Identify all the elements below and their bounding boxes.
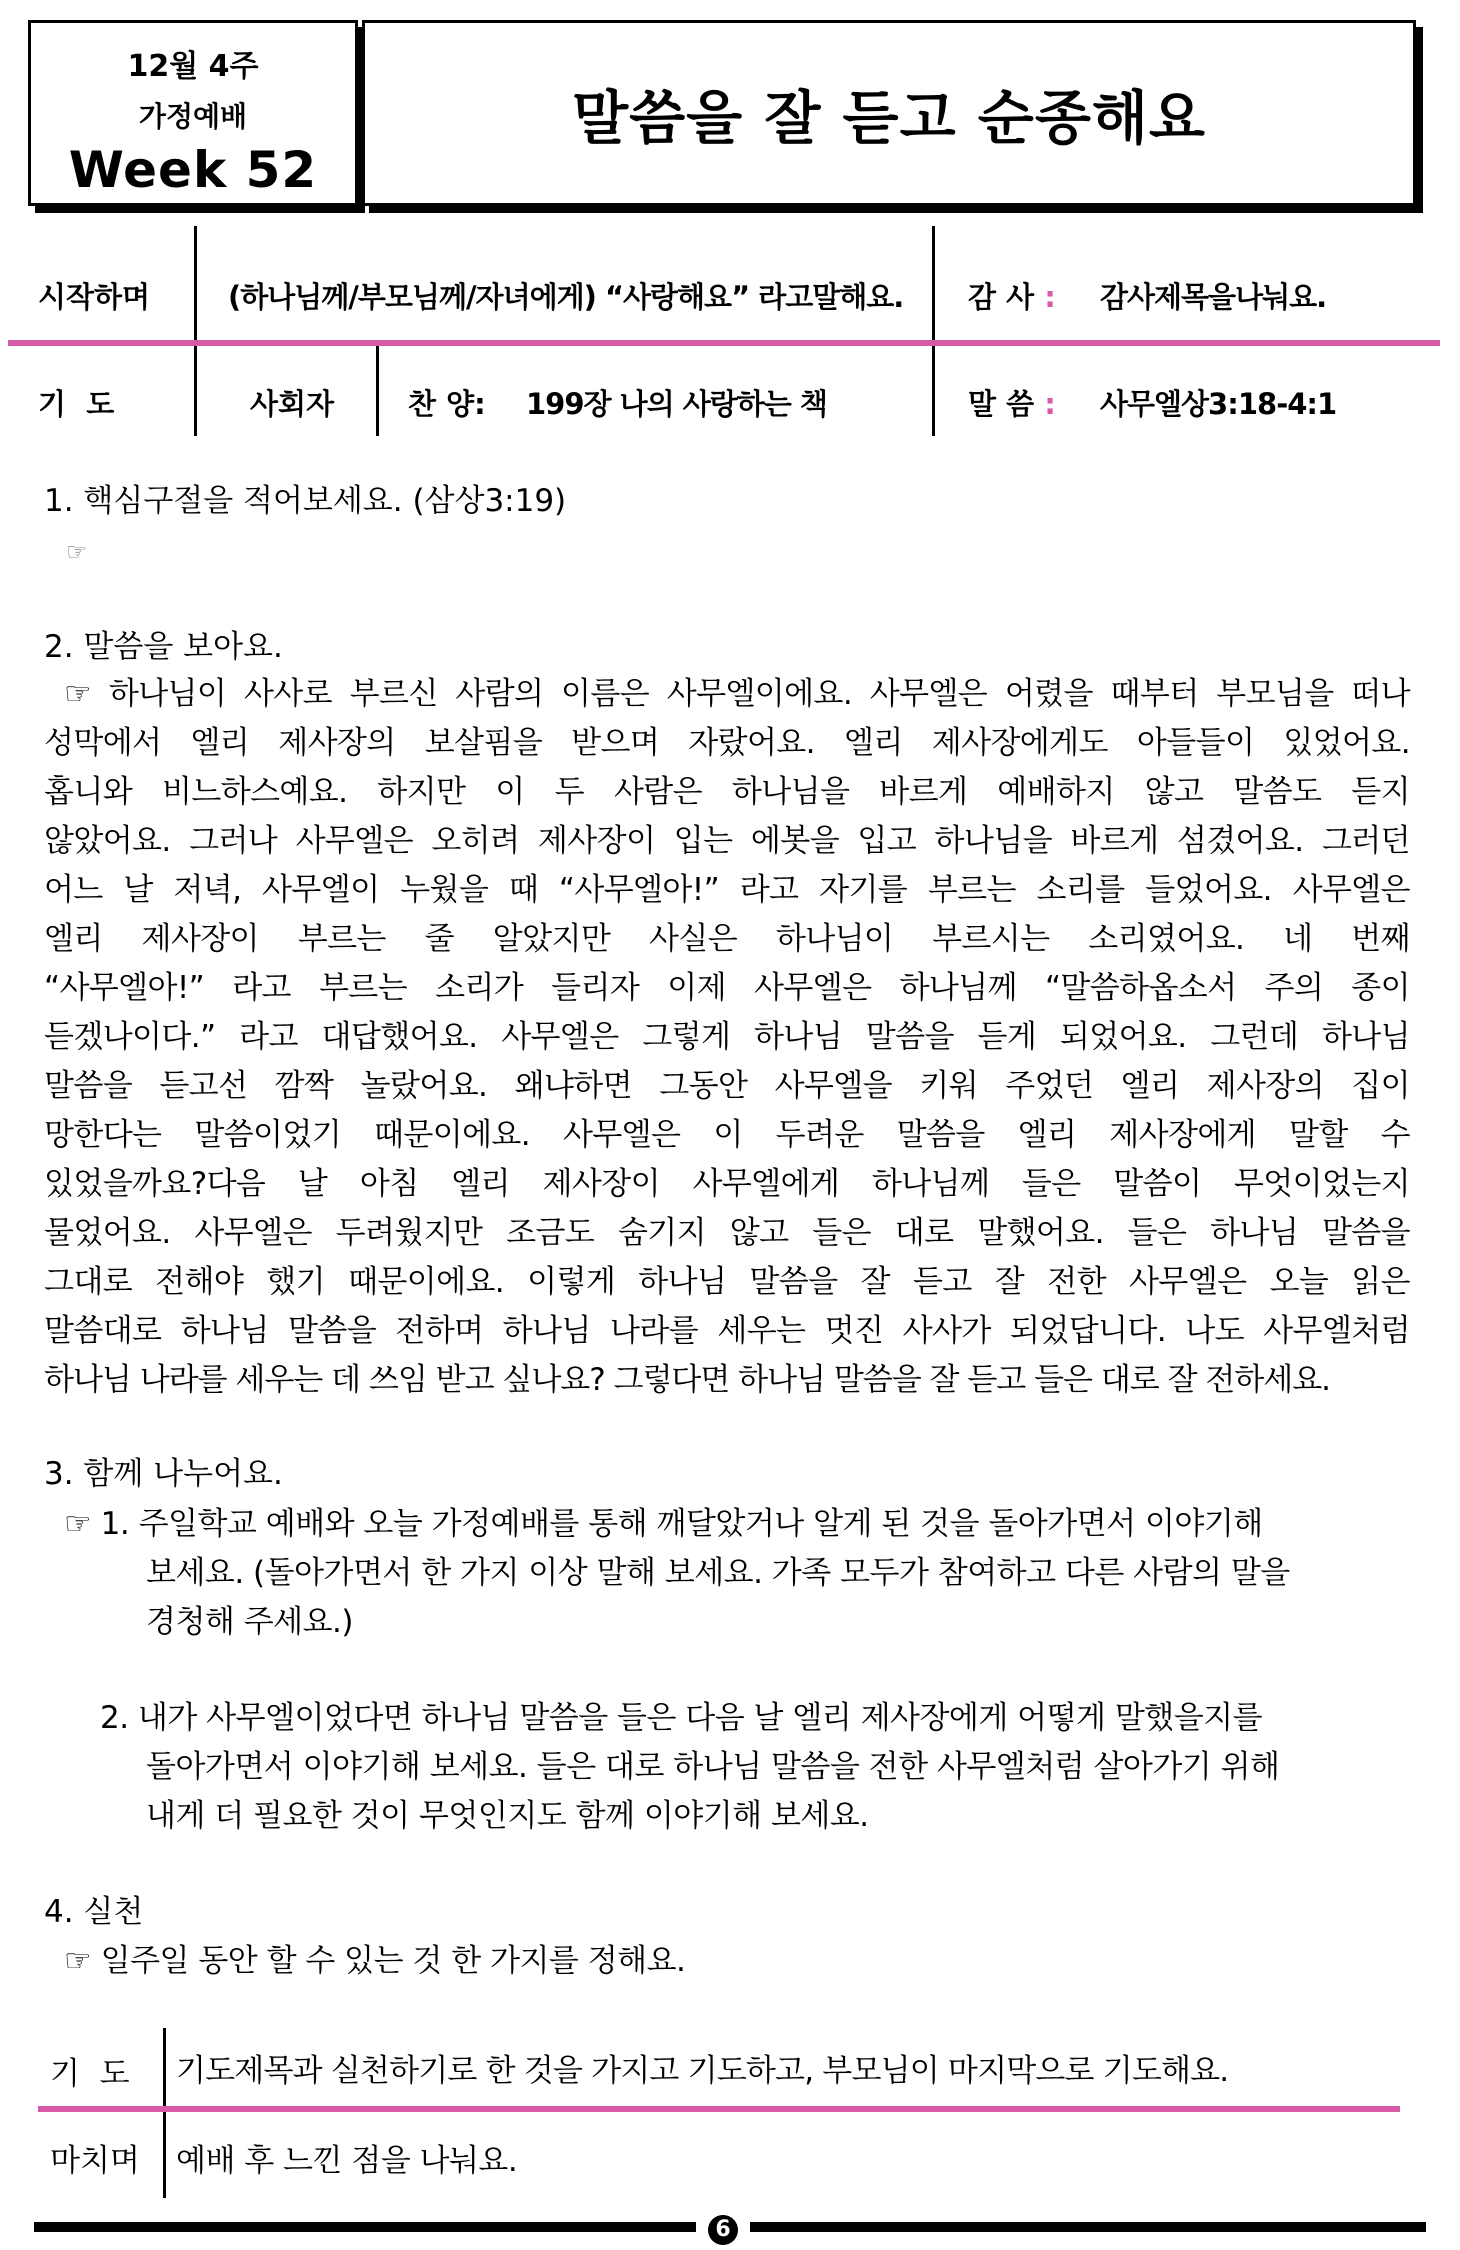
start-label: 시작하며 (38, 280, 151, 314)
title-box (362, 20, 1416, 206)
closing-end-label: 마치며 (50, 2143, 140, 2179)
question-2-line: 돌아가면서 이야기해 보세요. 들은 대로 하나님 말씀을 전한 사무엘처럼 살아가기 위해 (146, 1749, 1280, 1785)
thanks-text: 감사제목을나눠요. (1100, 280, 1327, 314)
hymn-text: 199장 나의 사랑하는 책 (526, 387, 827, 421)
story-line: ☞ 하나님이 사사로 부르신 사람의 이름은 사무엘이에요. 사무엘은 어렸을 때부터 부모님을 떠나 (64, 676, 1410, 712)
story-line: 말씀대로 하나님 말씀을 전하며 하나님 나라를 세우는 멋진 사사가 되었답니다. 나도 사무엘처럼 (44, 1313, 1410, 1349)
section-4-heading: 4. 실천 (44, 1894, 144, 1930)
story-line: 말씀을 듣고선 깜짝 놀랐어요. 왜냐하면 그동안 사무엘을 키워 주었던 엘리 제사장의 집이 (44, 1068, 1410, 1104)
pink-divider (38, 2106, 1400, 2112)
week-box (28, 20, 358, 206)
page-title: 말씀을 잘 듣고 순종해요 (572, 84, 1206, 152)
closing-prayer-label: 기 도 (50, 2056, 130, 2092)
closing-prayer-text: 기도제목과 실천하기로 한 것을 가지고 기도하고, 부모님이 마지막으로 기도해요. (176, 2053, 1229, 2089)
footer-bar-left (34, 2222, 696, 2232)
divider (163, 2028, 166, 2198)
story-line: 홉니와 비느하스예요. 하지만 이 두 사람은 하나님을 바르게 예배하지 않고 말씀도 듣지 (44, 774, 1410, 810)
story-line: 물었어요. 사무엘은 두려웠지만 조금도 숨기지 않고 들은 대로 말했어요. 들은 하나님 말씀을 (44, 1215, 1410, 1251)
story-line: 어느 날 저녁, 사무엘이 누웠을 때 “사무엘아!” 라고 자기를 부르는 소리를 들었어요. 사무엘은 (44, 872, 1410, 908)
story-line: 그대로 전해야 했기 때문이에요. 이렇게 하나님 말씀을 잘 듣고 잘 전한 사무엘은 오늘 읽은 (44, 1264, 1410, 1300)
story-line: 엘리 제사장이 부르는 줄 알았지만 사실은 하나님이 부르시는 소리였어요. 네 번째 (44, 921, 1410, 957)
divider (194, 226, 197, 436)
question-1-line: 보세요. (돌아가면서 한 가지 이상 말해 보세요. 가족 모두가 참여하고 다른 사람의 말을 (146, 1555, 1290, 1591)
divider (376, 346, 379, 436)
week-number: Week 52 (68, 141, 318, 199)
story-line: 망한다는 말씀이었기 때문이에요. 사무엘은 이 두려운 말씀을 엘리 제사장에게 말할 수 (44, 1117, 1410, 1153)
word-label-group (968, 382, 1056, 423)
footer-bar-right (750, 2222, 1426, 2232)
practice-text: ☞ 일주일 동안 할 수 있는 것 한 가지를 정해요. (64, 1943, 686, 1979)
word-colon: : (1044, 387, 1056, 421)
story-line: 하나님 나라를 세우는 데 쓰임 받고 싶나요? 그렇다면 하나님 말씀을 잘 듣고 들은 대로 잘 전하세요. (44, 1362, 1331, 1398)
section-2-heading: 2. 말씀을 보아요. (44, 629, 283, 665)
leader-label: 사회자 (250, 387, 335, 421)
page-number: 6 (708, 2215, 738, 2245)
question-1-line: ☞ 1. 주일학교 예배와 오늘 가정예배를 통해 깨달았거나 알게 된 것을 돌아가면서 이야기해 (64, 1506, 1263, 1542)
prayer-label: 기 도 (38, 387, 115, 421)
section-1-heading: 1. 핵심구절을 적어보세요. (삼상3:19) (44, 483, 567, 519)
worship-type: 가정예배 (138, 100, 248, 133)
start-text: (하나님께/부모님께/자녀에게) “사랑해요” 라고말해요. (228, 280, 904, 314)
story-line: 듣겠나이다.” 라고 대답했어요. 사무엘은 그렇게 하나님 말씀을 듣게 되었어요. 그런데 하나님 (44, 1019, 1410, 1055)
story-line: 성막에서 엘리 제사장의 보살핌을 받으며 자랐어요. 엘리 제사장에게도 아들들이 있었어요. (44, 725, 1410, 761)
word-text: 사무엘상3:18-4:1 (1100, 387, 1337, 421)
hymn-label: 찬 양: (408, 387, 486, 421)
pink-divider (8, 340, 1440, 346)
thanks-label: 감 사 (968, 280, 1035, 314)
pointer-icon: ☞ (66, 538, 88, 566)
thanks-colon: : (1044, 280, 1056, 314)
section-2-body (44, 670, 1410, 1405)
thanks-label-group (968, 275, 1056, 316)
question-1-line: 경청해 주세요.) (146, 1604, 353, 1640)
word-label: 말 씀 (968, 387, 1035, 421)
story-line: 있었을까요?다음 날 아침 엘리 제사장이 사무엘에게 하나님께 들은 말씀이 무엇이었는지 (44, 1166, 1410, 1202)
divider (932, 226, 935, 436)
section-3-heading: 3. 함께 나누어요. (44, 1456, 283, 1492)
question-2-line: 2. 내가 사무엘이었다면 하나님 말씀을 들은 다음 날 엘리 제사장에게 어떻게 말했을지를 (100, 1700, 1263, 1736)
week-date: 12월 4주 (127, 49, 259, 84)
story-line: “사무엘아!” 라고 부르는 소리가 들리자 이제 사무엘은 하나님께 “말씀하옵소서 주의 종이 (44, 970, 1410, 1006)
question-2-line: 내게 더 필요한 것이 무엇인지도 함께 이야기해 보세요. (146, 1798, 869, 1834)
story-line: 않았어요. 그러나 사무엘은 오히려 제사장이 입는 에봇을 입고 하나님을 바르게 섬겼어요. 그러던 (44, 823, 1410, 859)
closing-end-text: 예배 후 느낀 점을 나눠요. (176, 2143, 518, 2179)
